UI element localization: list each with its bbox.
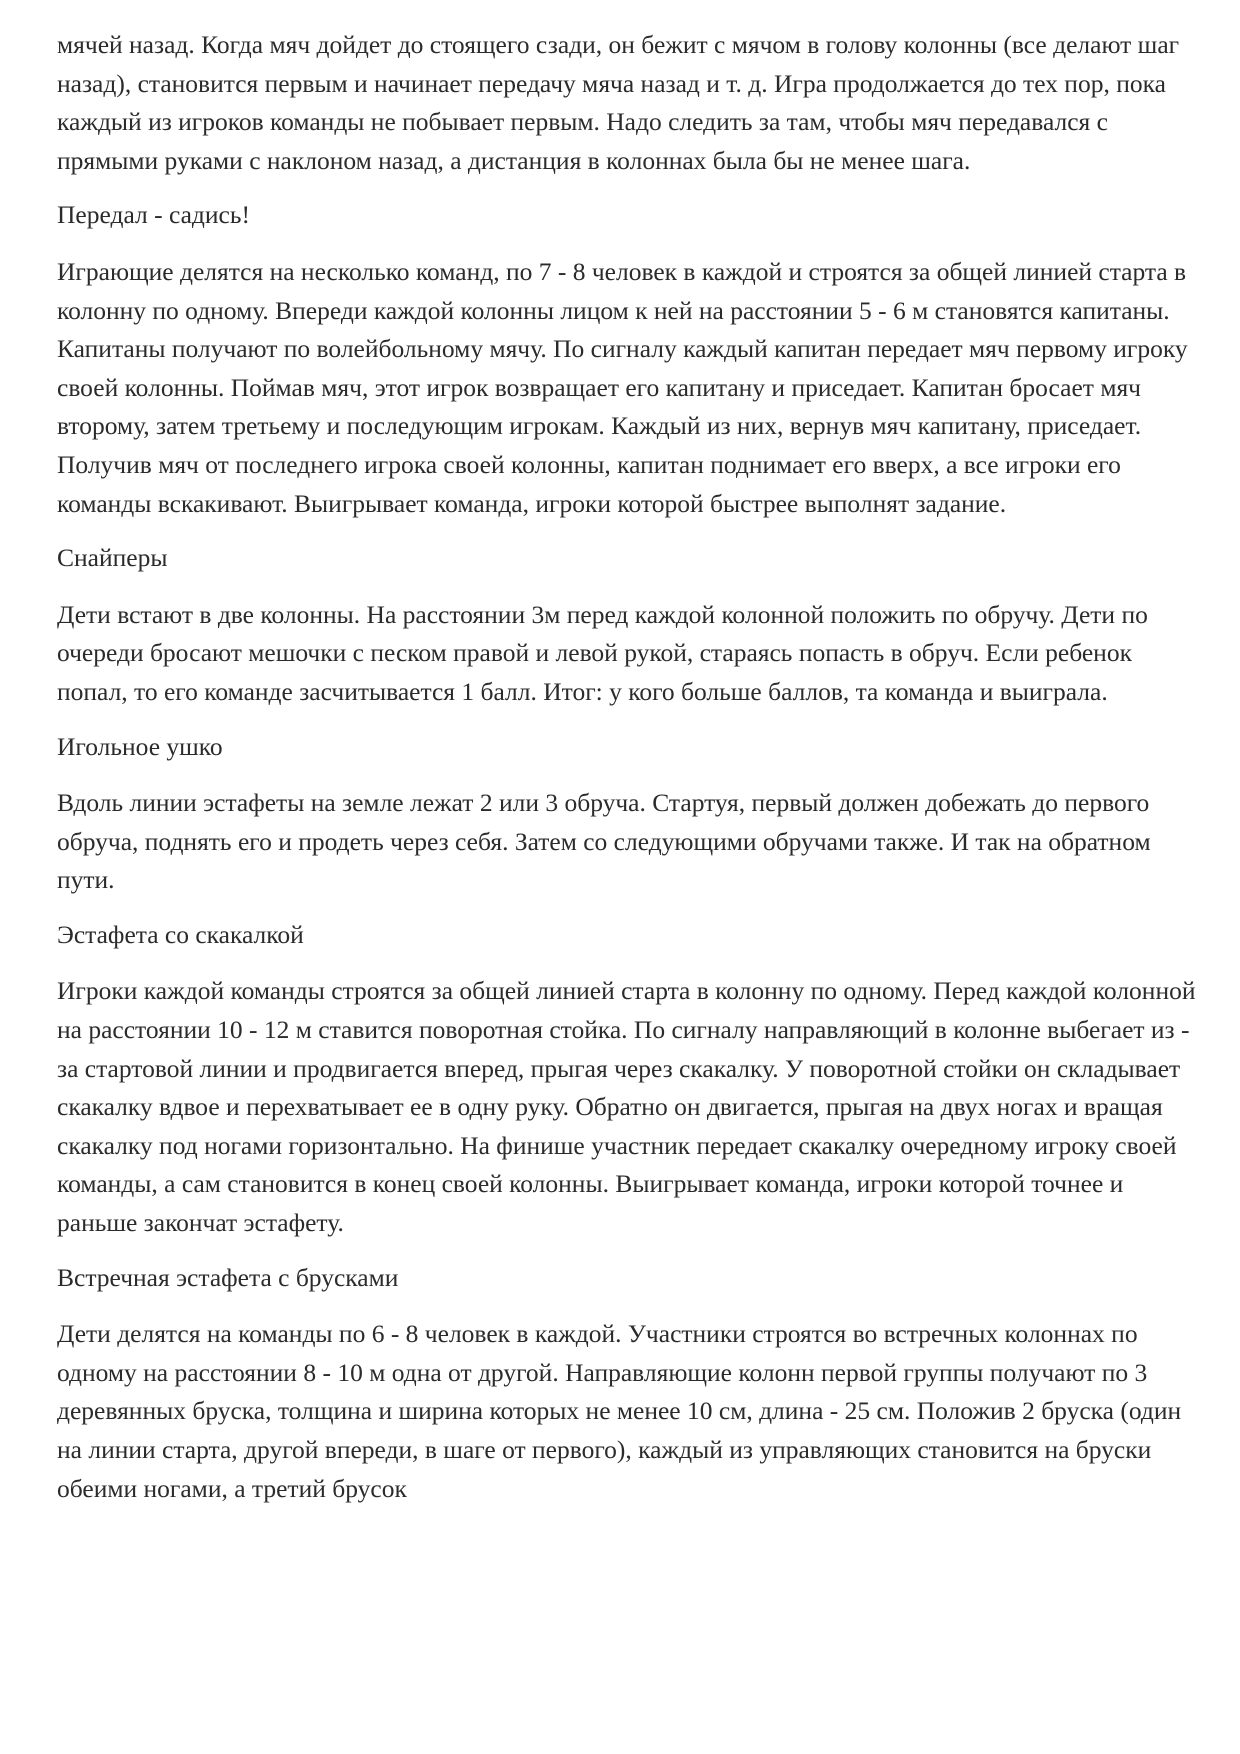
paragraph-needle-eye: Вдоль линии эстафеты на земле лежат 2 или 3 обруча. Стартуя, первый должен добежать до первого обруча, поднять его и продеть через себя. Затем со следующими обручами также. И так на обратном пути. (57, 788, 1151, 895)
heading-needle-eye: Игольное ушко (57, 731, 223, 761)
heading-jump-rope-relay: Эстафета со скакалкой (57, 919, 304, 949)
heading-blocks-relay: Встречная эстафета с брусками (57, 1262, 399, 1292)
paragraph-blocks-relay: Дети делятся на команды по 6 - 8 человек в каждой. Участники строятся во встречных колоннах по одному на расстоянии 8 - 10 м одна от другой. Направляющие колонн первой группы получают по 3 деревянных бруска, толщина и ширина которых не менее 10 см, длина - 25 см. Положив 2 бруска (один на линии старта, другой впереди, в шаге от первого), каждый из управляющих становится на бруски обеими ногами, а третий брусок (57, 1319, 1182, 1503)
paragraph-snipers: Дети встают в две колонны. На расстоянии 3м перед каждой колонной положить по обручу. Дети по очереди бросают мешочки с песком правой и левой рукой, стараясь попасть в обруч. Если ребенок попал, то его команде засчитывается 1 балл. Итог: у кого больше баллов, та команда и выиграла. (57, 599, 1148, 706)
heading-snipers: Снайперы (57, 543, 168, 573)
paragraph-peredal-sadis: Играющие делятся на несколько команд, по 7 - 8 человек в каждой и строятся за общей линией старта в колонну по одному. Впереди каждой колонны лицом к ней на расстоянии 5 - 6 м становятся капитаны. Капитаны получают по волейбольному мячу. По сигналу каждый капитан передает мяч первому игроку своей колонны. Поймав мяч, этот игрок возвращает его капитану и приседает. Капитан бросает мяч второму, затем третьему и последующим игрокам. Каждый из них, вернув мяч капитану, приседает. Получив мяч от последнего игрока своей колонны, капитан поднимает его вверх, а все игроки его команды вскакивают. Выигрывает команда, игроки которой быстрее выполнят задание. (57, 256, 1188, 518)
paragraph-jump-rope-relay: Игроки каждой команды строятся за общей линией старта в колонну по одному. Перед каждой колонной на расстоянии 10 - 12 м ставится поворотная стойка. По сигналу направляющий в колонне выбегает из - за стартовой линии и продвигается вперед, прыгая через скакалку. У поворотной стойки он складывает скакалку вдвое и перехватывает ее в одну руку. Обратно он двигается, прыгая на двух ногах и вращая скакалку под ногами горизонтально. На финише участник передает скакалку очередному игроку своей команды, а сам становится в конец своей колонны. Выигрывает команда, игроки которой точнее и раньше закончат эстафету. (57, 976, 1196, 1238)
heading-peredal-sadis: Передал - садись! (57, 200, 250, 230)
paragraph-ball-relay-continued: мячей назад. Когда мяч дойдет до стоящего сзади, он бежит с мячом в голову колонны (все делают шаг назад), становится первым и начинает передачу мяча назад и т. д. Игра продолжается до тех пор, пока каждый из игроков команды не побывает первым. Надо следить за там, чтобы мяч передавался с прямыми руками с наклоном назад, а дистанция в колоннах была бы не менее шага. (57, 30, 1180, 175)
document-body (57, 26, 1207, 1524)
